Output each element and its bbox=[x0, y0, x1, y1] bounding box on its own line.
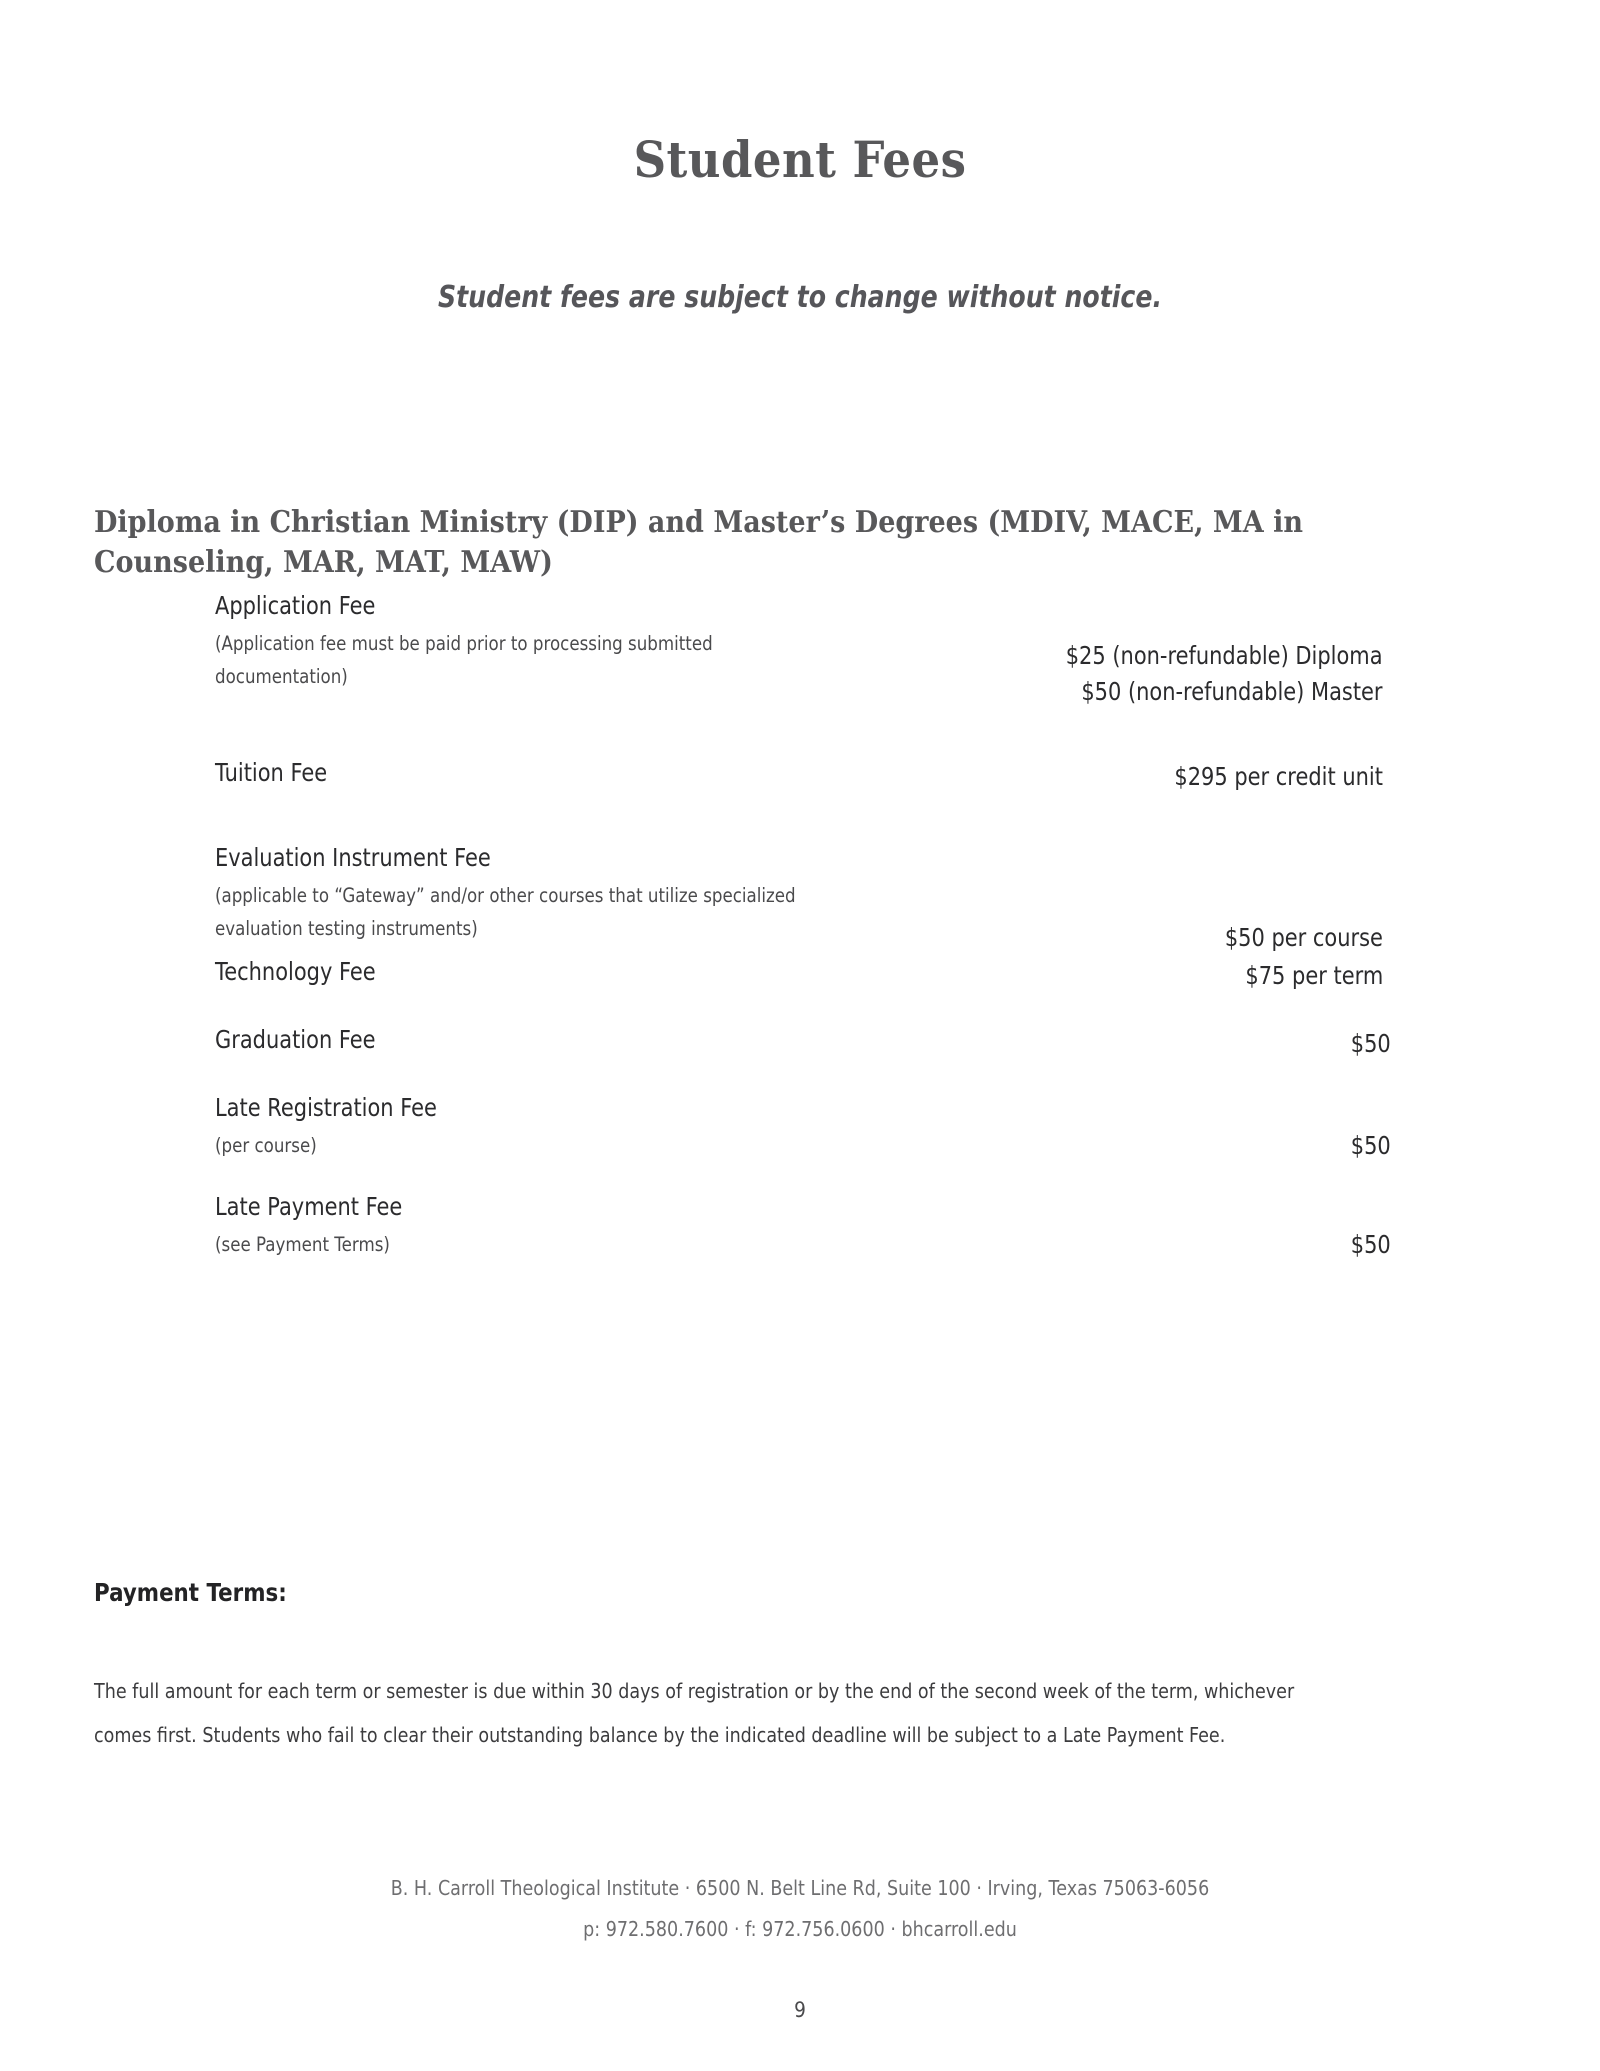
page-footer bbox=[0, 1868, 1600, 1950]
fee-schedule-table bbox=[215, 591, 1391, 1264]
table-row bbox=[215, 802, 1383, 952]
fee-note-line: (per course) bbox=[215, 1133, 317, 1157]
fee-label: Application Fee bbox=[215, 591, 376, 620]
fee-amount-cell bbox=[1351, 1128, 1391, 1164]
fee-amount: $50 bbox=[1351, 1029, 1391, 1058]
fee-note bbox=[215, 1228, 848, 1261]
payment-terms-heading: Payment Terms: bbox=[94, 1578, 287, 1607]
payment-terms-body: The full amount for each term or semester is due within 30 days of registration or by the end of the second week of the term, whichever comes first. Students who fail to clear their outstanding balance by the indicated deadline will be subject to a Late Payment Fee. bbox=[94, 1678, 1295, 1748]
fee-amount: $50 bbox=[1351, 1131, 1391, 1160]
fee-description-cell bbox=[215, 998, 955, 1055]
table-row bbox=[215, 930, 1383, 998]
fee-amount: $75 per term bbox=[1245, 961, 1383, 990]
fee-amount-cell bbox=[1245, 958, 1383, 994]
fee-note bbox=[215, 1129, 848, 1162]
fee-label: Tuition Fee bbox=[215, 758, 328, 787]
fee-label: Graduation Fee bbox=[215, 1025, 376, 1054]
footer-contact-line: p: 972.580.7600 · f: 972.756.0600 · bhcarroll.edu bbox=[583, 1917, 1017, 1941]
table-row bbox=[215, 1165, 1391, 1264]
fee-note-line: (see Payment Terms) bbox=[215, 1232, 390, 1256]
table-row bbox=[215, 592, 1383, 717]
fee-label: Evaluation Instrument Fee bbox=[215, 843, 491, 872]
fee-amount-cell bbox=[1066, 638, 1383, 709]
fee-label: Late Payment Fee bbox=[215, 1192, 403, 1221]
table-row bbox=[215, 998, 1391, 1066]
fee-description-cell bbox=[215, 1165, 955, 1261]
fee-amount: $25 (non-refundable) Diploma bbox=[1066, 641, 1383, 670]
fee-label: Late Registration Fee bbox=[215, 1093, 437, 1122]
document-subtitle: Student fees are subject to change without notice. bbox=[437, 280, 1163, 315]
fee-description-cell bbox=[215, 717, 955, 788]
fee-note-line: (applicable to “Gateway” and/or other courses that utilize specialized bbox=[215, 883, 796, 907]
footer-address-line: B. H. Carroll Theological Institute · 6500 N. Belt Line Rd, Suite 100 · Irving, Texas 75063-6056 bbox=[390, 1876, 1210, 1900]
fee-amount: $295 per credit unit bbox=[1174, 762, 1383, 791]
fee-amount: $50 bbox=[1351, 1230, 1391, 1259]
fee-label: Technology Fee bbox=[215, 957, 376, 986]
table-row bbox=[215, 1066, 1391, 1165]
fee-amount-cell bbox=[1351, 1227, 1391, 1263]
fee-description-cell bbox=[215, 930, 955, 987]
fee-note bbox=[215, 627, 848, 693]
page-number: 9 bbox=[794, 1998, 806, 2022]
section-heading-degrees: Diploma in Christian Ministry (DIP) and Master’s Degrees (MDIV, MACE, MA in Counseling, MAR, MAT, MAW) bbox=[94, 504, 1304, 581]
table-row bbox=[215, 717, 1383, 802]
fee-description-cell bbox=[215, 592, 955, 693]
fee-amount: $50 per course bbox=[1224, 923, 1383, 952]
fee-note-line: (Application fee must be paid prior to processing submitted bbox=[215, 631, 713, 655]
fee-amount: $50 (non-refundable) Master bbox=[1081, 676, 1383, 706]
page-title: Student Fees bbox=[633, 129, 967, 189]
fee-note-line: evaluation testing instruments) bbox=[215, 917, 478, 941]
fee-description-cell bbox=[215, 1066, 955, 1162]
fee-note-line: documentation) bbox=[215, 665, 348, 689]
fee-amount-cell bbox=[1351, 1026, 1391, 1062]
fee-amount-cell bbox=[1174, 759, 1383, 795]
fee-description-cell bbox=[215, 802, 955, 945]
